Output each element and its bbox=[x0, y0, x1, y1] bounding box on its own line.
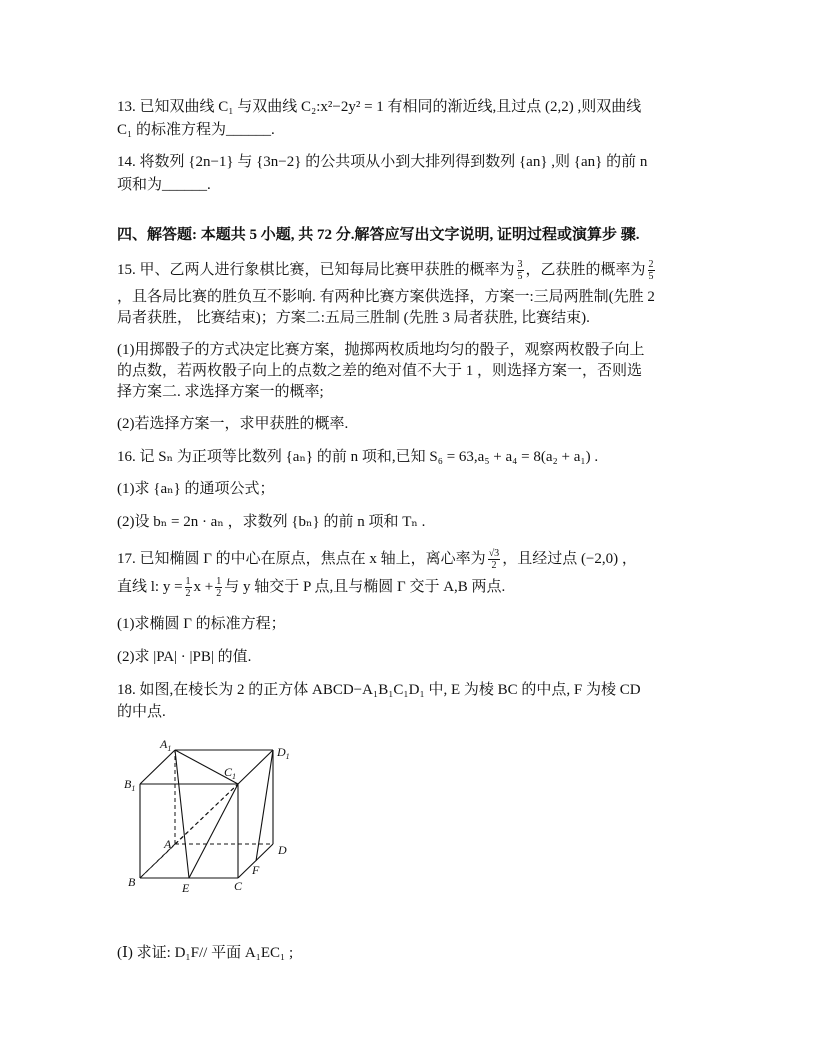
q17-line2-a: 直线 l: y = bbox=[117, 578, 183, 595]
q17-line2-c: 与 y 轴交于 P 点,且与椭圆 Γ 交于 A,B 两点. bbox=[224, 578, 506, 595]
q17-line1-b: ，且经过点 (−2,0) ， bbox=[502, 550, 637, 567]
q15-line3: 局者获胜， 比赛结束)；方案二:五局三胜制 (先胜 3 局者获胜, 比赛结束). bbox=[117, 310, 590, 326]
q13-line2: C₁ 的标准方程为______. bbox=[117, 122, 275, 138]
label-D: D bbox=[278, 843, 287, 857]
q14-line2: 项和为______. bbox=[117, 177, 211, 193]
label-C: C bbox=[234, 879, 243, 893]
q17-part1: (1)求椭圆 Γ 的标准方程； bbox=[117, 616, 286, 632]
q17-frac-1-2-b: $\frac{1}{2}$ bbox=[216, 576, 222, 599]
q14-line1: 14. 将数列 {2n−1} 与 {3n−2} 的公共项从小到大排列得到数列 {an} ,则 {an} 的前 n bbox=[117, 154, 648, 170]
q15-part1-line3: 择方案二. 求选择方案一的概率; bbox=[117, 384, 324, 400]
q17-line2 bbox=[117, 576, 505, 599]
label-E: E bbox=[182, 881, 190, 895]
label-D1: $D_1$ bbox=[277, 745, 290, 761]
q18-line2: 的中点. bbox=[117, 704, 166, 720]
line-C1-E bbox=[189, 784, 238, 878]
label-B1: $B_1$ bbox=[124, 777, 136, 793]
section-heading: 四、解答题: 本题共 5 小题, 共 72 分.解答应写出文字说明, 证明过程或演算步 骤. bbox=[117, 227, 640, 243]
q17-frac-sqrt3-2: $\frac{√3}{2}$ bbox=[488, 548, 500, 571]
q17-line1-a: 17. 已知椭圆 Γ 的中心在原点，焦点在 x 轴上，离心率为 bbox=[117, 550, 486, 567]
q16-part1: (1)求 {aₙ} 的通项公式； bbox=[117, 481, 275, 497]
cube-figure bbox=[120, 732, 300, 902]
label-F: F bbox=[252, 863, 260, 877]
q16-line1: 16. 记 Sₙ 为正项等比数列 {aₙ} 的前 n 项和,已知 S₆ = 63,a₅ + a₄ = 8(a₂ + a₁) . bbox=[117, 449, 599, 465]
q16-part2: (2)设 bₙ = 2n · aₙ ，求数列 {bₙ} 的前 n 项和 Tₙ . bbox=[117, 514, 426, 530]
q13-line1: 13. 已知双曲线 C₁ 与双曲线 C₂:x²−2y² = 1 有相同的渐近线,且过点 (2,2) ,则双曲线 bbox=[117, 99, 642, 115]
q18-part1: (Ⅰ) 求证: D₁F// 平面 A₁EC₁ ; bbox=[117, 945, 294, 961]
q17-part2: (2)求 |PA| · |PB| 的值. bbox=[117, 649, 252, 665]
label-A1: $A_1$ bbox=[160, 737, 172, 753]
q15-part2: (2)若选择方案一，求甲获胜的概率. bbox=[117, 416, 349, 432]
label-A: A bbox=[164, 837, 172, 851]
q17-frac-1-2-a: $\frac{1}{2}$ bbox=[185, 576, 191, 599]
label-B: B bbox=[128, 875, 136, 889]
q15-line1 bbox=[117, 259, 657, 282]
q15-line1-a: 15. 甲、乙两人进行象棋比赛，已知每局比赛甲获胜的概率为 bbox=[117, 261, 515, 278]
label-C1: $C_1$ bbox=[224, 765, 237, 781]
q18-line1: 18. 如图,在棱长为 2 的正方体 ABCD−A₁B₁C₁D₁ 中, E 为棱 BC 的中点, F 为棱 CD bbox=[117, 682, 641, 698]
line-D1-F bbox=[256, 750, 273, 861]
q15-line2: ，且各局比赛的胜负互不影响. 有两种比赛方案供选择，方案一:三局两胜制(先胜 2 bbox=[117, 289, 655, 305]
q15-line1-b: ，乙获胜的概率为 bbox=[525, 261, 646, 278]
q17-line2-b: x + bbox=[193, 578, 214, 595]
q17-line1 bbox=[117, 548, 637, 571]
q15-frac-2-5: $\frac{2}{5}$ bbox=[648, 259, 654, 282]
line-A1-E bbox=[175, 750, 189, 878]
edge-C1-D1 bbox=[238, 750, 273, 784]
edge-B1-A1 bbox=[140, 750, 175, 784]
q15-frac-3-5: $\frac{3}{5}$ bbox=[517, 259, 523, 282]
q15-part1-line1: (1)用掷骰子的方式决定比赛方案，抛掷两枚质地均匀的骰子，观察两枚骰子向上 bbox=[117, 342, 645, 358]
q15-part1-line2: 的点数，若两枚骰子向上的点数之差的绝对值不大于 1 ，则选择方案一，否则选 bbox=[117, 363, 643, 379]
